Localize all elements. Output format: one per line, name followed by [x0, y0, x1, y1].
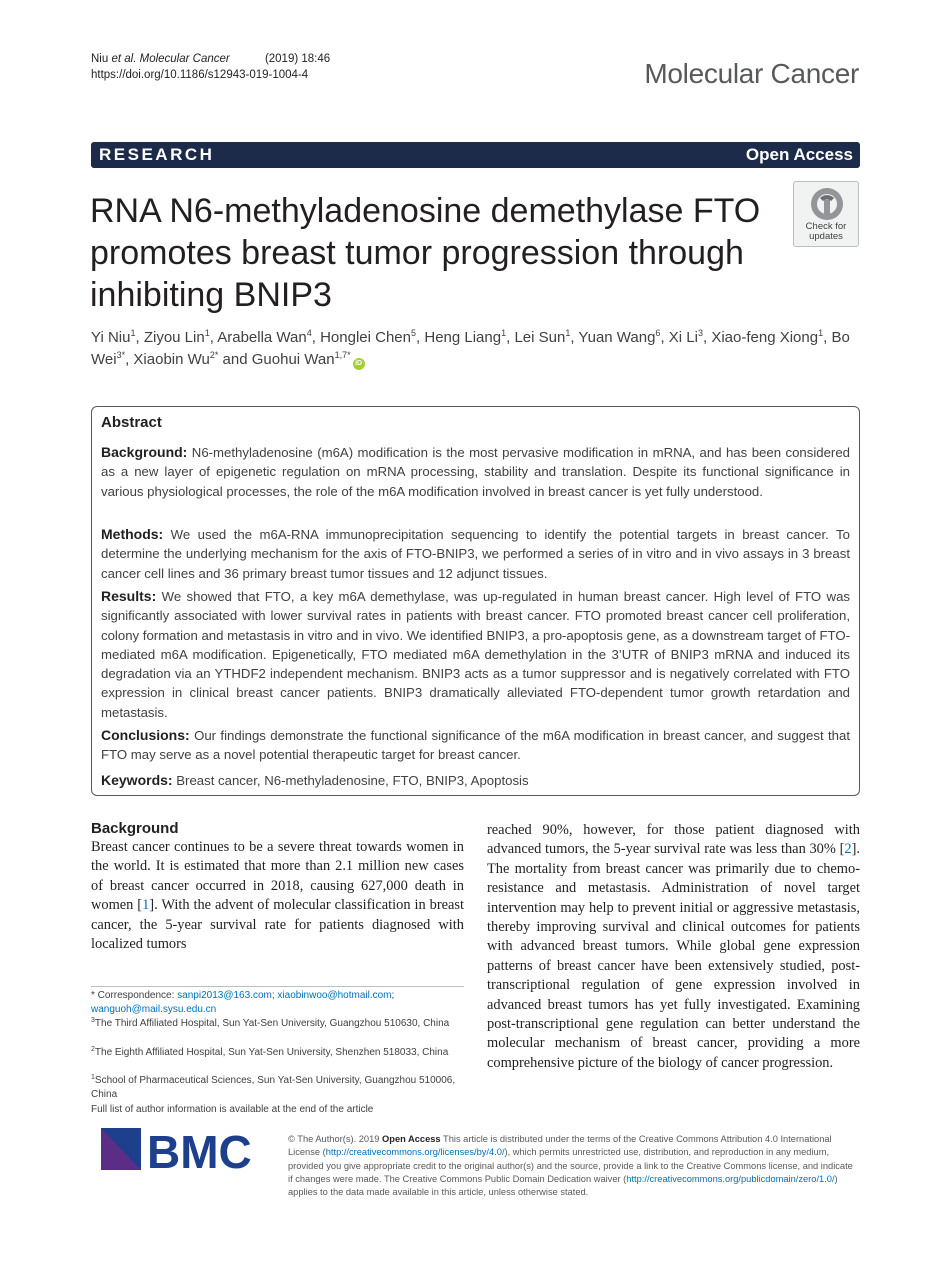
check-for-updates-badge[interactable]: Check for updates: [793, 181, 859, 247]
reference-link-2[interactable]: 2: [844, 841, 852, 858]
license-link-cc0[interactable]: http://creativecommons.org/publicdomain/zero/1.0/: [626, 1173, 835, 1184]
author-name[interactable]: Xi Li: [668, 329, 698, 346]
affiliation-2: $^2$The Eighth Affiliated Hospital, Sun Yat-Sen University, Shenzhen 518033, China: [91, 1046, 449, 1058]
author-affiliation: 1,7*: [334, 350, 351, 360]
citation-line: Niu et al. Molecular Cancer (2019) 18:46: [91, 53, 331, 65]
author-affiliation: 3: [697, 328, 703, 338]
author-name[interactable]: Guohui Wan: [251, 351, 335, 368]
author-affiliation: 1: [130, 328, 136, 338]
author-name[interactable]: Lei Sun: [514, 329, 566, 346]
orcid-icon[interactable]: iD: [353, 358, 365, 370]
license-link-cc-by[interactable]: http://creativecommons.org/licenses/by/4.0/: [325, 1147, 505, 1158]
running-header: [91, 51, 330, 83]
author-name[interactable]: Honglei Chen: [320, 329, 411, 346]
abstract-box: [91, 406, 860, 796]
author-list: Yi Niu$^1$, Ziyou Lin$^1$, Arabella Wan$^4$, Honglei Chen$^5$, Heng Liang$^1$, Lei Sun$^1$, Yuan Wang$^6$, Xi Li$^3$, Xiao-feng Xiong$^1$, Bo Wei$^{3*}$, Xiaobin $Wu^{2*}$ and Guohui Wan$^{1,7*}$iD: [91, 328, 850, 368]
abstract-heading: Abstract: [101, 414, 162, 431]
author-affiliation: 2*: [209, 350, 219, 360]
journal-name: Molecular Cancer: [644, 58, 859, 89]
author-and: and: [222, 351, 248, 368]
affiliation-3: $^3$The Third Affiliated Hospital, Sun Yat-Sen University, Guangzhou 510630, China: [91, 1017, 450, 1029]
author-name[interactable]: Xiao-feng Xiong: [711, 329, 819, 346]
abstract-background: Background: N6-methyladenosine (m6A) modification is the most pervasive modification in mRNA, and has been considered as a new layer of epigenetic regulation on mRNA processing, stability and translation. Despite its functional significance in various physiological processes, the role of the m6A modification involved in breast cancer is yet fully understood.: [101, 444, 850, 499]
author-name[interactable]: Heng Liang: [424, 329, 502, 346]
abstract-keywords: Keywords: Breast cancer, N6-methyladenosine, FTO, BNIP3, Apoptosis: [101, 772, 529, 788]
check-for-updates-icon: [807, 186, 847, 222]
author-affiliation: 3*: [116, 350, 126, 360]
doi-link[interactable]: https://doi.org/10.1186/s12943-019-1004-4: [91, 69, 309, 81]
article-title: RNA N6-methyladenosine demethylase FTO promotes breast tumor progression through inhibiting BNIP3: [90, 192, 761, 314]
author-affiliation: 1: [501, 328, 507, 338]
author-name[interactable]: Arabella Wan: [217, 329, 307, 346]
open-access-label: Open Access: [745, 145, 853, 164]
email-link-2[interactable]: xiaobinwoo@hotmail.com: [277, 990, 392, 1001]
footnote-divider: [91, 986, 464, 987]
correspondence-note: * Correspondence: sanpi2013@163.com; xiaobinwoo@hotmail.com; wanguoh@mail.sysu.edu.cn: [91, 990, 395, 1016]
section-heading-background: Background: [91, 820, 179, 837]
author-affiliation: 4: [306, 328, 312, 338]
abstract-methods: Methods: We used the m6A-RNA immunoprecipitation sequencing to identify the potential targets in breast cancer. To determine the underlying mechanism for the axis of FTO-BNIP3, we performed a series of in vitro and in vivo assays in 3 breast cancer cell lines and 36 primary breast tumor tissues and 12 adjunct tissues.: [101, 526, 850, 581]
bmc-logo: [101, 1124, 271, 1174]
affiliation-1: $^1$School of Pharmaceutical Sciences, Sun Yat-Sen University, Guangzhou 510006, China: [91, 1074, 456, 1101]
reference-link-1[interactable]: 1: [142, 897, 150, 914]
article-type-banner: [91, 142, 860, 168]
author-name[interactable]: Yi Niu: [91, 329, 131, 346]
full-author-info-note: Full list of author information is available at the end of the article: [91, 1104, 374, 1115]
article-type: RESEARCH: [99, 145, 215, 164]
abstract-conclusions: Conclusions: Our findings demonstrate the functional significance of the m6A modification in breast cancer, and suggest that FTO may serve as a novel potential therapeutic target for breast cancer.: [101, 727, 850, 763]
bmc-logo-text: BMC: [147, 1126, 252, 1174]
abstract-results: Results: We showed that FTO, a key m6A demethylase, was up-regulated in human breast cancer. High level of FTO was significantly associated with lower survival rates in patients with breast cancer. FTO promoted breast cancer cell proliferation, colony formation and metastasis in vitro and in vivo. We identified BNIP3, a pro-apoptosis gene, as a downstream target of FTO-mediated m6A modification. Epigenetically, FTO mediated m6A demethylation in the 3’UTR of BNIP3 mRNA and induced its degradation via an YTHDF2 independent mechanism. BNIP3 acts as a tumor suppressor and is negatively correlated with FTO expression in clinical breast cancer patients. BNIP3 dramatically alleviated FTO-dependent tumor growth retardation and metastasis.: [101, 588, 851, 720]
author-affiliation: 1: [818, 328, 824, 338]
email-link-3[interactable]: wanguoh@mail.sysu.edu.cn: [91, 1004, 217, 1016]
license-statement: © The Author(s). 2019 Open Access This article is distributed under the terms of the Creative Commons Attribution 4.0 International License (http://creativecommons.org/licenses/by/4.0/), which permits unrestricted use, distribution, and reproduction in any medium, provided you give appropriate credit to the original author(s) and the source, provide a link to the Creative Commons license, and indicate if changes were made. The Creative Commons Public Domain Dedication waiver (http://creativecommons.org/publicdomain/zero/1.0/) applies to the data made available in this article, unless otherwise stated.: [288, 1134, 853, 1198]
author-name[interactable]: Ziyou Lin: [143, 329, 205, 346]
author-affiliation: 6: [655, 328, 661, 338]
author-affiliation: 1: [204, 328, 210, 338]
author-name[interactable]: Xiaobin Wu: [133, 351, 210, 368]
body-left-paragraph: Breast cancer continues to be a severe threat towards women in the world. It is estimated that more than 2.1 million new cases of breast cancer occurred in 2018, causing 627,000 death in women [1]. With the advent of molecular classification in breast cancer, the 5-year survival rate for patients diagnosed with localized tumors: [91, 839, 464, 953]
body-right-paragraph: reached 90%, however, for those patient diagnosed with advanced tumors, the 5-year survival rate was less than 30% [2]. The mortality from breast cancer was primarily due to chemo-resistance and metastasis. Administration of novel target intervention may help to prevent initial or aggressive metastasis, thereby improving survival and clinical outcomes for patients with advanced breast tumors. While global gene expression patterns of breast cancer have been extensively studied, post-transcriptional regulation of gene expression involved in advanced breast tumors has yet fully investigated. Examining post-transcriptional gene regulation can better understand the molecular mechanism of breast cancer, providing a more comprehensive picture of the biology of cancer progression.: [487, 822, 860, 1071]
author-affiliation: 1: [565, 328, 571, 338]
author-affiliation: 5: [411, 328, 417, 338]
author-name[interactable]: Bo Wei: [91, 329, 850, 368]
author-name[interactable]: Yuan Wang: [578, 329, 656, 346]
email-link-1[interactable]: sanpi2013@163.com: [177, 990, 272, 1001]
